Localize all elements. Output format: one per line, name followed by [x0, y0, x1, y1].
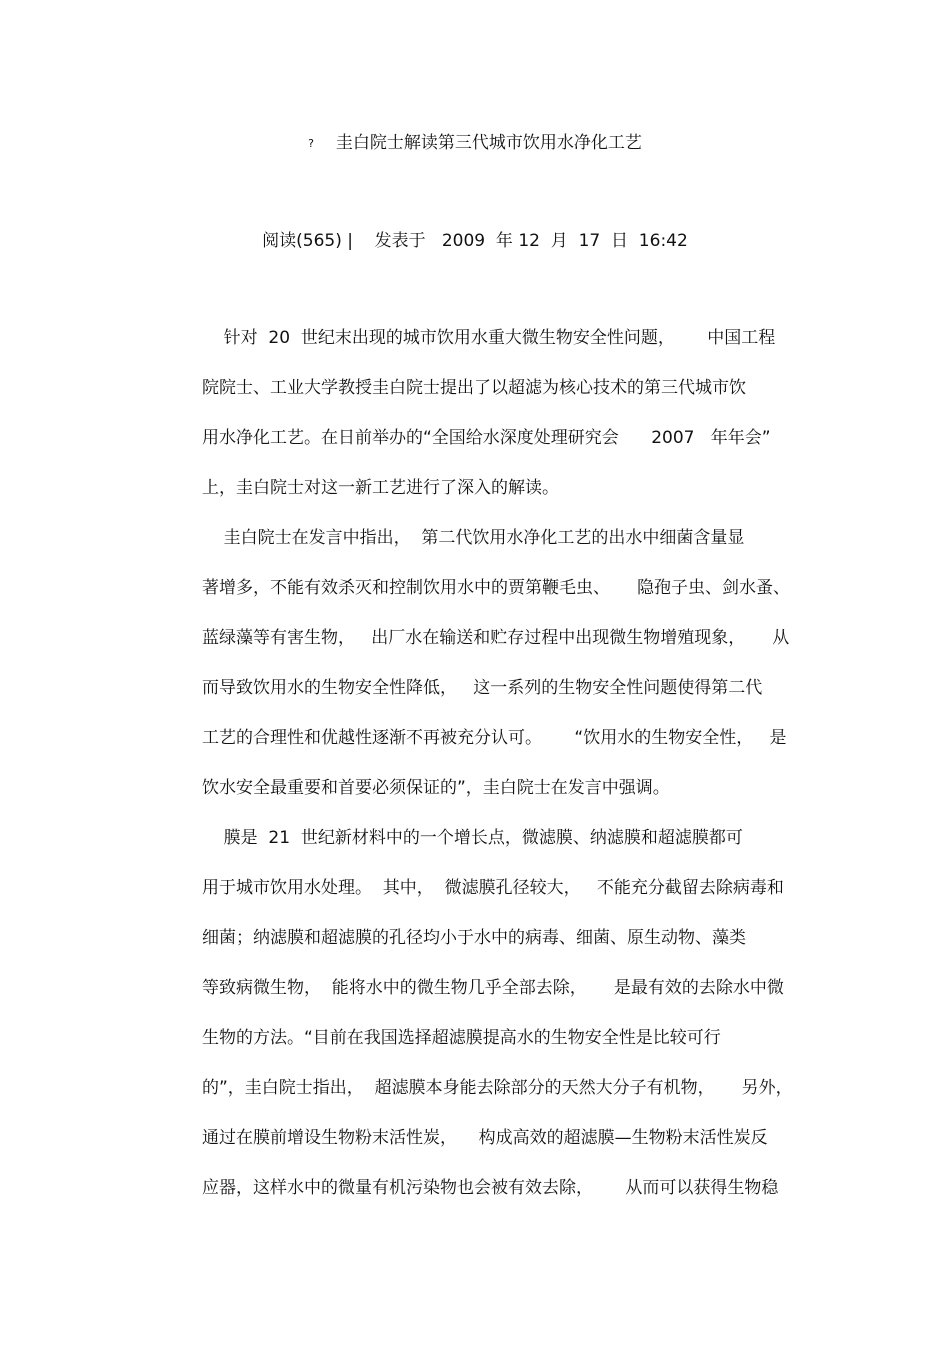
body-line: 的”，圭白院士指出， 超滤膜本身能去除部分的天然大分子有机物， 另外，: [202, 1078, 793, 1098]
body-line: 等致病微生物， 能将水中的微生物几乎全部去除， 是最有效的去除水中微: [202, 978, 784, 998]
body-line: 饮水安全最重要和首要必须保证的”，圭白院士在发言中强调。: [202, 778, 670, 798]
body-line: 膜是 21 世纪新材料中的一个增长点，微滤膜、纳滤膜和超滤膜都可: [202, 828, 743, 848]
body-line: 工艺的合理性和优越性逐渐不再被充分认可。 “饮用水的生物安全性， 是: [202, 728, 787, 748]
body-line: 通过在膜前增设生物粉末活性炭， 构成高效的超滤膜—生物粉末活性炭反: [202, 1128, 768, 1148]
body-line: 而导致饮用水的生物安全性降低， 这一系列的生物安全性问题使得第二代: [202, 678, 763, 698]
body-line: 蓝绿藻等有害生物， 出厂水在输送和贮存过程中出现微生物增殖现象， 从: [202, 628, 790, 648]
body-line: 生物的方法。“目前在我国选择超滤膜提高水的生物安全性是比较可行: [202, 1028, 721, 1048]
body-line: 用水净化工艺。在日前举办的“全国给水深度处理研究会 2007 年年会”: [202, 428, 771, 448]
body-line: 用于城市饮用水处理。 其中， 微滤膜孔径较大， 不能充分截留去除病毒和: [202, 878, 784, 898]
unknown-glyph-icon: ?: [308, 137, 314, 150]
article-title-text: 圭白院士解读第三代城市饮用水净化工艺: [335, 133, 642, 153]
article-title: [0, 130, 950, 157]
body-line: 上，圭白院士对这一新工艺进行了深入的解读。: [202, 478, 559, 498]
body-line: 细菌；纳滤膜和超滤膜的孔径均小于水中的病毒、细菌、原生动物、藻类: [202, 928, 746, 948]
body-line: 针对 20 世纪末出现的城市饮用水重大微生物安全性问题， 中国工程: [202, 328, 776, 348]
body-line: 应器，这样水中的微量有机污染物也会被有效去除， 从而可以获得生物稳: [202, 1178, 779, 1198]
body-line: 院院士、工业大学教授圭白院士提出了以超滤为核心技术的第三代城市饮: [202, 378, 746, 398]
body-line: 著增多，不能有效杀灭和控制饮用水中的贾第鞭毛虫、 隐孢子虫、剑水蚤、: [202, 578, 791, 598]
body-line: 圭白院士在发言中指出， 第二代饮用水净化工艺的出水中细菌含量显: [202, 528, 745, 548]
article-meta: 阅读(565) | 发表于 2009 年 12 月 17 日 16:42: [262, 231, 688, 251]
